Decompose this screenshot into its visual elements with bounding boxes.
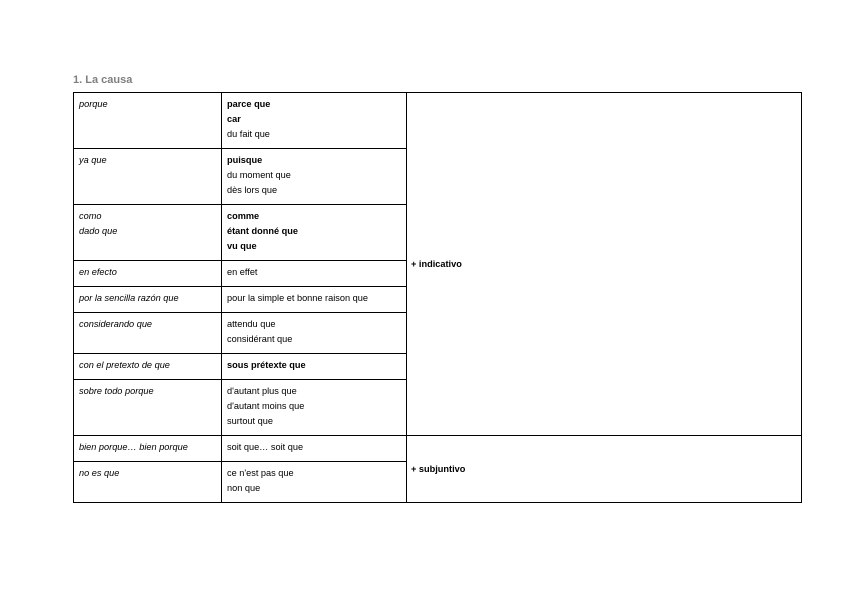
mood-subjunctive-label: + subjuntivo [411,463,466,474]
spanish-term: con el pretexto de que [79,360,170,370]
french-term: vu que [227,241,257,251]
mood-subjunctive-cell [407,436,802,503]
spanish-cell [74,380,222,436]
spanish-term: dado que [79,226,118,236]
french-term: considérant que [227,334,293,344]
mood-indicative-cell [407,93,802,436]
french-term: du fait que [227,129,270,139]
french-cell [222,287,407,313]
french-term: non que [227,483,261,493]
french-term: puisque [227,155,263,165]
spanish-term: por la sencilla razón que [79,293,179,303]
spanish-term: no es que [79,468,120,478]
french-cell [222,462,407,503]
spanish-cell [74,462,222,503]
spanish-term: considerando que [79,319,153,329]
french-term: dès lors que [227,185,278,195]
table-row [74,93,802,149]
french-cell [222,149,407,205]
french-cell [222,380,407,436]
spanish-cell [74,93,222,149]
mood-indicative-label: + indicativo [411,258,462,269]
spanish-cell [74,287,222,313]
spanish-term: bien porque… bien porque [79,442,188,452]
spanish-term: porque [79,99,108,109]
section-title: 1. La causa [73,74,133,86]
spanish-cell [74,261,222,287]
french-term: comme [227,211,260,221]
spanish-cell [74,205,222,261]
french-term: sous prétexte que [227,360,306,370]
french-term: parce que [227,99,271,109]
spanish-cell [74,149,222,205]
french-term: surtout que [227,416,273,426]
spanish-term: sobre todo porque [79,386,154,396]
spanish-cell [74,436,222,462]
french-term: car [227,114,241,124]
french-term: ce n'est pas que [227,468,294,478]
spanish-term: como [79,211,102,221]
french-term: étant donné que [227,226,298,236]
french-term: attendu que [227,319,276,329]
french-term: d'autant moins que [227,401,305,411]
spanish-term: ya que [79,155,107,165]
french-cell [222,354,407,380]
spanish-term: en efecto [79,267,117,277]
spanish-cell [74,313,222,354]
french-term: d'autant plus que [227,386,297,396]
french-term: soit que… soit que [227,442,304,452]
french-term: pour la simple et bonne raison que [227,293,368,303]
causal-connectors-table [73,92,802,503]
french-cell [222,436,407,462]
french-cell [222,205,407,261]
french-term: du moment que [227,170,291,180]
french-cell [222,313,407,354]
french-term: en effet [227,267,258,277]
french-cell [222,93,407,149]
french-cell [222,261,407,287]
table-row [74,436,802,462]
spanish-cell [74,354,222,380]
